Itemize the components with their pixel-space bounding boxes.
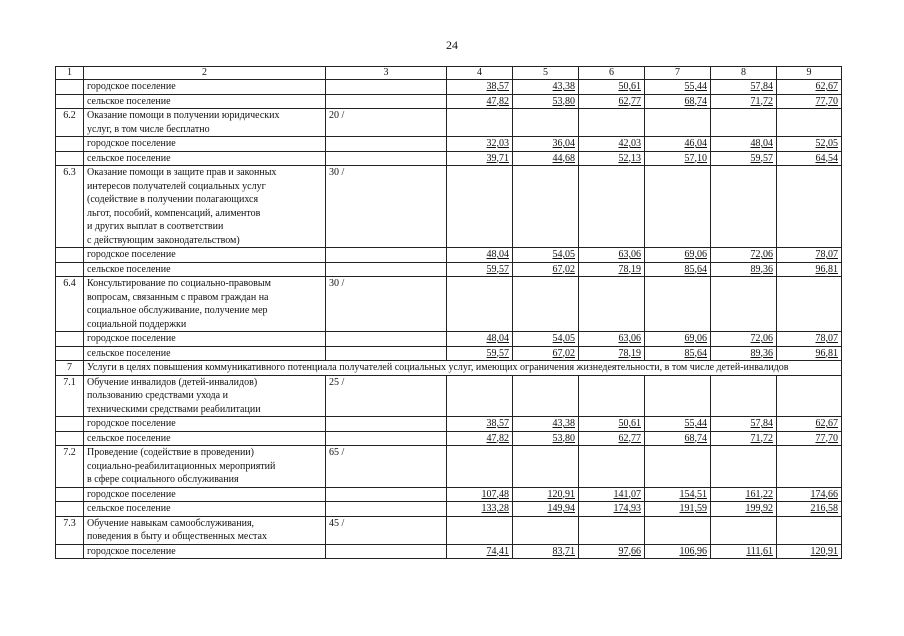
empty-value-cell — [513, 166, 579, 248]
settlement-name: городское поселение — [84, 332, 326, 347]
tariff-value: 32,03 — [447, 137, 513, 152]
service-row — [56, 109, 842, 137]
norm-empty — [326, 262, 447, 277]
service-name — [84, 166, 326, 248]
service-name — [84, 277, 326, 332]
settlement-row — [56, 94, 842, 109]
empty-value-cell — [645, 375, 711, 417]
header-cell: 4 — [447, 67, 513, 80]
empty-value-cell — [777, 516, 842, 544]
settlement-row — [56, 544, 842, 559]
settlement-name: сельское поселение — [84, 151, 326, 166]
tariff-value: 133,28 — [447, 502, 513, 517]
tariff-value: 161,22 — [711, 487, 777, 502]
tariff-value: 174,66 — [777, 487, 842, 502]
tariff-value: 43,38 — [513, 80, 579, 95]
header-cell: 6 — [579, 67, 645, 80]
service-name-line: Обучение навыкам самообслуживания, — [87, 517, 255, 529]
service-name-line: техническими средствами реабилитации — [87, 403, 261, 415]
tariff-value: 55,44 — [645, 417, 711, 432]
norm-cell: 25 / — [326, 375, 447, 417]
service-name-line: вопросам, связанным с правом граждан на — [87, 291, 269, 303]
tariff-value: 43,38 — [513, 417, 579, 432]
tariff-value: 89,36 — [711, 262, 777, 277]
empty-value-cell — [513, 109, 579, 137]
tariff-value: 96,81 — [777, 346, 842, 361]
row-number-empty — [56, 137, 84, 152]
empty-value-cell — [711, 375, 777, 417]
tariff-value: 67,02 — [513, 346, 579, 361]
tariff-value: 89,36 — [711, 346, 777, 361]
tariff-value: 85,64 — [645, 262, 711, 277]
empty-value-cell — [711, 109, 777, 137]
tariff-value: 69,06 — [645, 332, 711, 347]
page-number: 24 — [446, 38, 458, 52]
service-name-line: и других выплат в соответствии — [87, 221, 224, 232]
settlement-row — [56, 137, 842, 152]
norm-empty — [326, 346, 447, 361]
settlement-name: сельское поселение — [84, 431, 326, 446]
settlement-name: сельское поселение — [84, 346, 326, 361]
tariff-value: 77,70 — [777, 431, 842, 446]
tariff-value: 69,06 — [645, 248, 711, 263]
service-name-line: с действующим законодательством) — [87, 234, 240, 246]
row-number-empty — [56, 346, 84, 361]
empty-value-cell — [579, 446, 645, 488]
tariff-value: 78,07 — [777, 332, 842, 347]
settlement-name: городское поселение — [84, 487, 326, 502]
tariff-value: 85,64 — [645, 346, 711, 361]
tariff-value: 50,61 — [579, 417, 645, 432]
tariff-value: 74,41 — [447, 544, 513, 559]
norm-empty — [326, 502, 447, 517]
tariff-value: 50,61 — [579, 80, 645, 95]
tariff-value: 62,77 — [579, 431, 645, 446]
norm-empty — [326, 151, 447, 166]
tariff-value: 83,71 — [513, 544, 579, 559]
settlement-name: городское поселение — [84, 417, 326, 432]
empty-value-cell — [777, 446, 842, 488]
tariff-value: 57,10 — [645, 151, 711, 166]
norm-empty — [326, 487, 447, 502]
service-name-line: льгот, пособий, компенсаций, алиментов — [87, 207, 261, 219]
tariff-value: 59,57 — [711, 151, 777, 166]
tariff-table — [55, 66, 842, 559]
empty-value-cell — [711, 166, 777, 248]
tariff-value: 57,84 — [711, 80, 777, 95]
settlement-row — [56, 262, 842, 277]
tariff-value: 68,74 — [645, 431, 711, 446]
tariff-value: 68,74 — [645, 94, 711, 109]
norm-empty — [326, 417, 447, 432]
header-cell: 1 — [56, 67, 84, 80]
service-name — [84, 109, 326, 137]
service-name-line: интересов получателей социальных услуг — [87, 180, 266, 192]
settlement-name: сельское поселение — [84, 94, 326, 109]
service-name-line: Оказание помощи в получении юридических — [87, 110, 280, 121]
tariff-value: 107,48 — [447, 487, 513, 502]
tariff-value: 72,06 — [711, 332, 777, 347]
norm-empty — [326, 544, 447, 559]
row-number: 7.3 — [56, 516, 84, 544]
norm-empty — [326, 80, 447, 95]
empty-value-cell — [579, 375, 645, 417]
norm-empty — [326, 248, 447, 263]
service-name — [84, 446, 326, 488]
settlement-row — [56, 502, 842, 517]
section-row — [56, 361, 842, 376]
tariff-value: 72,06 — [711, 248, 777, 263]
empty-value-cell — [447, 446, 513, 488]
service-name-line: социальное обслуживание, получение мер — [87, 305, 268, 316]
header-cell: 8 — [711, 67, 777, 80]
tariff-value: 77,70 — [777, 94, 842, 109]
empty-value-cell — [645, 166, 711, 248]
settlement-row — [56, 417, 842, 432]
tariff-value: 55,44 — [645, 80, 711, 95]
tariff-value: 149,94 — [513, 502, 579, 517]
tariff-value: 78,07 — [777, 248, 842, 263]
tariff-value: 36,04 — [513, 137, 579, 152]
empty-value-cell — [447, 375, 513, 417]
tariff-value: 62,67 — [777, 80, 842, 95]
tariff-value: 47,82 — [447, 94, 513, 109]
empty-value-cell — [579, 166, 645, 248]
tariff-value: 48,04 — [447, 248, 513, 263]
settlement-row — [56, 151, 842, 166]
empty-value-cell — [645, 277, 711, 332]
norm-cell: 30 / — [326, 166, 447, 248]
tariff-value: 38,57 — [447, 80, 513, 95]
service-name-line: Консультирование по социально-правовым — [87, 278, 271, 289]
service-name-line: Проведение (содействие в проведении) — [87, 447, 254, 458]
empty-value-cell — [711, 446, 777, 488]
norm-cell: 45 / — [326, 516, 447, 544]
empty-value-cell — [645, 446, 711, 488]
service-name — [84, 375, 326, 417]
service-row — [56, 166, 842, 248]
empty-value-cell — [645, 516, 711, 544]
tariff-value: 191,59 — [645, 502, 711, 517]
row-number-empty — [56, 80, 84, 95]
empty-value-cell — [645, 109, 711, 137]
norm-empty — [326, 94, 447, 109]
tariff-value: 57,84 — [711, 417, 777, 432]
tariff-value: 53,80 — [513, 431, 579, 446]
row-number-empty — [56, 151, 84, 166]
empty-value-cell — [579, 277, 645, 332]
empty-value-cell — [447, 277, 513, 332]
settlement-row — [56, 487, 842, 502]
tariff-value: 42,03 — [579, 137, 645, 152]
tariff-value: 111,61 — [711, 544, 777, 559]
section-number: 7 — [56, 361, 84, 376]
tariff-value: 96,81 — [777, 262, 842, 277]
settlement-row — [56, 431, 842, 446]
settlement-row — [56, 248, 842, 263]
norm-cell: 20 / — [326, 109, 447, 137]
settlement-name: сельское поселение — [84, 262, 326, 277]
service-name-line: поведения в быту и общественных местах — [87, 531, 267, 542]
tariff-value: 54,05 — [513, 248, 579, 263]
service-name-line: социальной поддержки — [87, 318, 187, 330]
settlement-name: городское поселение — [84, 544, 326, 559]
row-number: 6.2 — [56, 109, 84, 137]
norm-cell: 30 / — [326, 277, 447, 332]
header-cell: 9 — [777, 67, 842, 80]
settlement-name: сельское поселение — [84, 502, 326, 517]
empty-value-cell — [447, 516, 513, 544]
row-number-empty — [56, 431, 84, 446]
empty-value-cell — [513, 516, 579, 544]
service-name — [84, 516, 326, 544]
empty-value-cell — [447, 109, 513, 137]
empty-value-cell — [777, 166, 842, 248]
service-name-line: Оказание помощи в защите прав и законных — [87, 167, 277, 178]
tariff-value: 46,04 — [645, 137, 711, 152]
row-number-empty — [56, 248, 84, 263]
tariff-value: 78,19 — [579, 262, 645, 277]
row-number-empty — [56, 544, 84, 559]
tariff-value: 59,57 — [447, 346, 513, 361]
tariff-value: 62,77 — [579, 94, 645, 109]
service-row — [56, 446, 842, 488]
tariff-value: 48,04 — [447, 332, 513, 347]
header-row — [56, 67, 842, 80]
row-number-empty — [56, 262, 84, 277]
tariff-value: 53,80 — [513, 94, 579, 109]
norm-cell: 65 / — [326, 446, 447, 488]
settlement-row — [56, 346, 842, 361]
empty-value-cell — [579, 516, 645, 544]
settlement-name: городское поселение — [84, 80, 326, 95]
tariff-value: 154,51 — [645, 487, 711, 502]
service-name-line: Обучение инвалидов (детей-инвалидов) — [87, 376, 258, 388]
tariff-value: 44,68 — [513, 151, 579, 166]
service-name-line: социально-реабилитационных мероприятий — [87, 460, 276, 472]
tariff-value: 63,06 — [579, 332, 645, 347]
tariff-value: 78,19 — [579, 346, 645, 361]
row-number-empty — [56, 332, 84, 347]
row-number-empty — [56, 487, 84, 502]
tariff-value: 64,54 — [777, 151, 842, 166]
settlement-row — [56, 332, 842, 347]
settlement-name: городское поселение — [84, 248, 326, 263]
tariff-value: 38,57 — [447, 417, 513, 432]
tariff-value: 141,07 — [579, 487, 645, 502]
tariff-value: 120,91 — [777, 544, 842, 559]
tariff-value: 106,96 — [645, 544, 711, 559]
tariff-value: 62,67 — [777, 417, 842, 432]
tariff-value: 71,72 — [711, 94, 777, 109]
empty-value-cell — [579, 109, 645, 137]
empty-value-cell — [447, 166, 513, 248]
service-name-line: услуг, в том числе бесплатно — [87, 123, 210, 135]
tariff-value: 120,91 — [513, 487, 579, 502]
service-row — [56, 516, 842, 544]
empty-value-cell — [777, 375, 842, 417]
tariff-value: 71,72 — [711, 431, 777, 446]
tariff-value: 54,05 — [513, 332, 579, 347]
row-number: 6.4 — [56, 277, 84, 332]
tariff-value: 63,06 — [579, 248, 645, 263]
tariff-value: 216,58 — [777, 502, 842, 517]
header-cell: 5 — [513, 67, 579, 80]
section-title: Услуги в целях повышения коммуникативного потенциала получателей социальных услуг, имеющих ограничения жизнедеятельности, в том числе детей-инвалидов — [84, 361, 842, 376]
norm-empty — [326, 431, 447, 446]
service-row — [56, 277, 842, 332]
norm-empty — [326, 332, 447, 347]
empty-value-cell — [513, 446, 579, 488]
tariff-value: 47,82 — [447, 431, 513, 446]
service-name-line: в сфере социального обслуживания — [87, 474, 239, 485]
settlement-row — [56, 80, 842, 95]
tariff-value: 199,92 — [711, 502, 777, 517]
row-number-empty — [56, 417, 84, 432]
tariff-value: 39,71 — [447, 151, 513, 166]
service-row — [56, 375, 842, 417]
empty-value-cell — [711, 277, 777, 332]
empty-value-cell — [777, 109, 842, 137]
empty-value-cell — [513, 375, 579, 417]
header-cell: 3 — [326, 67, 447, 80]
row-number: 7.2 — [56, 446, 84, 488]
header-cell: 2 — [84, 67, 326, 80]
empty-value-cell — [513, 277, 579, 332]
tariff-value: 48,04 — [711, 137, 777, 152]
row-number: 7.1 — [56, 375, 84, 417]
norm-empty — [326, 137, 447, 152]
tariff-value: 52,05 — [777, 137, 842, 152]
empty-value-cell — [777, 277, 842, 332]
tariff-value: 67,02 — [513, 262, 579, 277]
row-number: 6.3 — [56, 166, 84, 248]
empty-value-cell — [711, 516, 777, 544]
tariff-value: 174,93 — [579, 502, 645, 517]
service-name-line: (содействие в получении полагающихся — [87, 194, 259, 205]
tariff-value: 52,13 — [579, 151, 645, 166]
header-cell: 7 — [645, 67, 711, 80]
settlement-name: городское поселение — [84, 137, 326, 152]
row-number-empty — [56, 94, 84, 109]
tariff-value: 59,57 — [447, 262, 513, 277]
service-name-line: пользованию средствами ухода и — [87, 390, 228, 401]
row-number-empty — [56, 502, 84, 517]
tariff-value: 97,66 — [579, 544, 645, 559]
